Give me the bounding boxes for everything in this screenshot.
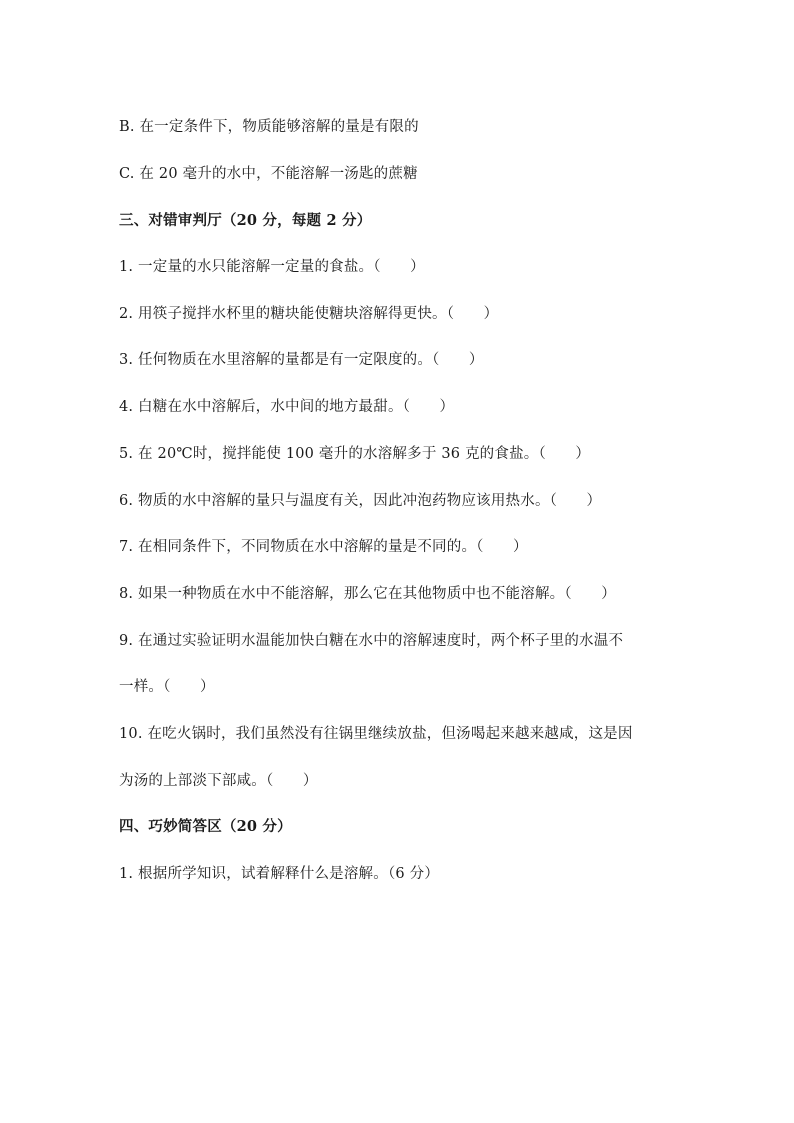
true-false-item-10-line-1: 10. 在吃火锅时，我们虽然没有往锅里继续放盐，但汤喝起来越来越咸，这是因 — [119, 726, 633, 742]
true-false-item-9-line-2: 一样。（ ） — [119, 679, 215, 695]
true-false-item-8: 8. 如果一种物质在水中不能溶解，那么它在其他物质中也不能溶解。（ ） — [119, 586, 616, 602]
true-false-item-5: 5. 在 20℃时，搅拌能使 100 毫升的水溶解多于 36 克的食盐。（ ） — [119, 446, 591, 462]
option-c: C. 在 20 毫升的水中，不能溶解一汤匙的蔗糖 — [119, 166, 418, 182]
true-false-item-2: 2. 用筷子搅拌水杯里的糖块能使糖块溶解得更快。（ ） — [119, 306, 499, 322]
option-b: B. 在一定条件下，物质能够溶解的量是有限的 — [119, 119, 419, 135]
section-4-heading: 四、巧妙简答区（20 分） — [119, 818, 292, 835]
true-false-item-4: 4. 白糖在水中溶解后，水中间的地方最甜。（ ） — [119, 399, 455, 415]
true-false-item-9-line-1: 9. 在通过实验证明水温能加快白糖在水中的溶解速度时，两个杯子里的水温不 — [119, 633, 624, 649]
true-false-item-7: 7. 在相同条件下，不同物质在水中溶解的量是不同的。（ ） — [119, 539, 528, 555]
true-false-item-6: 6. 物质的水中溶解的量只与温度有关，因此冲泡药物应该用热水。（ ） — [119, 493, 602, 509]
true-false-item-10-line-2: 为汤的上部淡下部咸。（ ） — [119, 773, 318, 789]
short-answer-question-1: 1. 根据所学知识，试着解释什么是溶解。（6 分） — [119, 866, 440, 882]
true-false-item-1: 1. 一定量的水只能溶解一定量的食盐。（ ） — [119, 259, 425, 275]
section-3-heading: 三、对错审判厅（20 分，每题 2 分） — [119, 212, 372, 229]
true-false-item-3: 3. 任何物质在水里溶解的量都是有一定限度的。（ ） — [119, 352, 484, 368]
